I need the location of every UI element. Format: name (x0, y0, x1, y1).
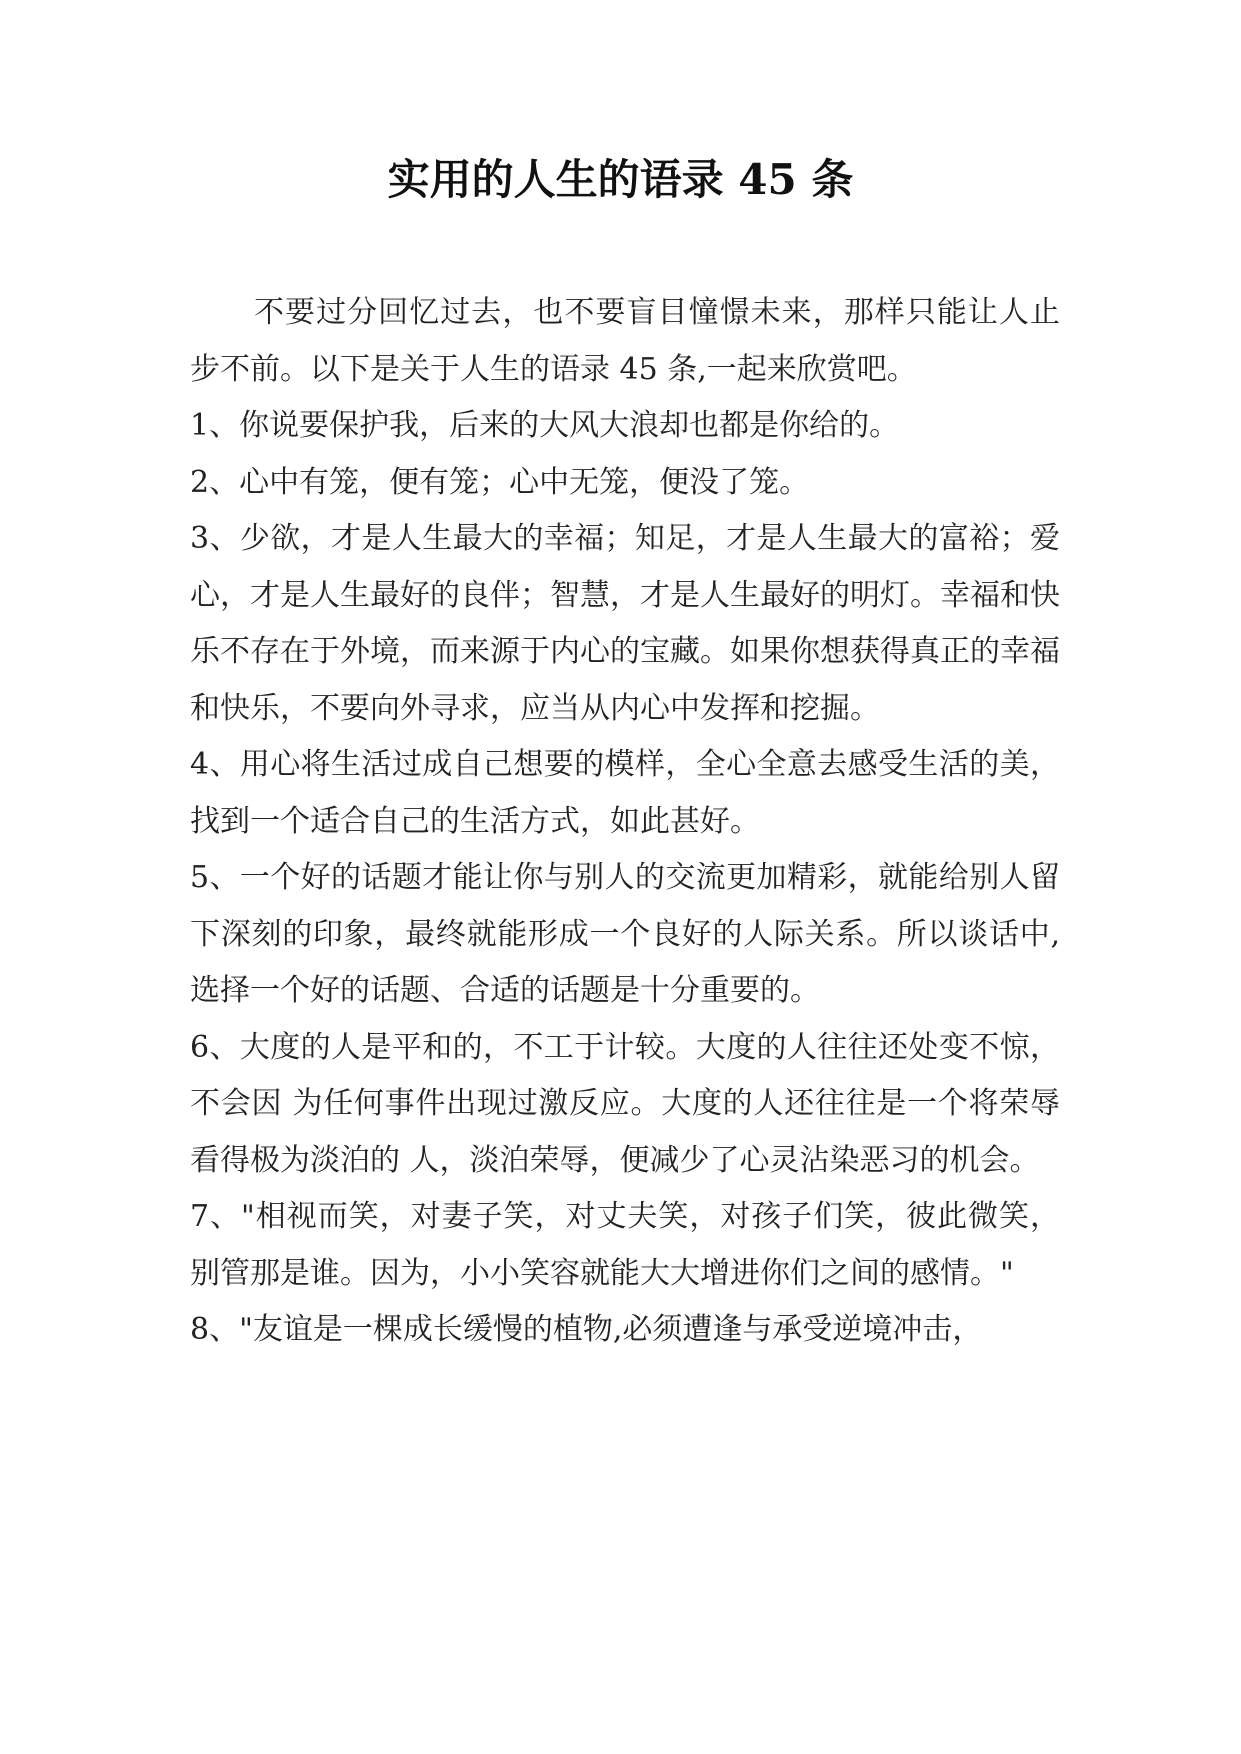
quote-item-7: 7、"相视而笑，对妻子笑，对丈夫笑，对孩子们笑，彼此微笑，别管那是谁。因为，小小笑容就能大大增进你们之间的感情。" (190, 1199, 1060, 1291)
quote-item-2: 2、心中有笼，便有笼；心中无笼，便没了笼。 (190, 464, 810, 500)
document-body (190, 285, 1060, 1359)
quote-item-5: 5、一个好的话题才能让你与别人的交流更加精彩，就能给别人留下深刻的印象，最终就能形成一个良好的人际关系。所以谈话中,选择一个好的话题、合适的话题是十分重要的。 (190, 860, 1060, 1008)
quote-item-6: 6、大度的人是平和的，不工于计较。大度的人往往还处变不惊，不会因 为任何事件出现过激反应。大度的人还往往是一个将荣辱看得极为淡泊的 人，淡泊荣辱，便减少了心灵沾染恶习的机会。 (190, 1029, 1060, 1178)
intro-paragraph: 不要过分回忆过去，也不要盲目憧憬未来，那样只能让人止步不前。以下是关于人生的语录 45 条,一起来欣赏吧。 (190, 295, 1060, 387)
quote-item-3: 3、少欲，才是人生最大的幸福；知足，才是人生最大的富裕；爱心，才是人生最好的良伴；智慧，才是人生最好的明灯。幸福和快乐不存在于外境，而来源于内心的宝藏。如果你想获得真正的幸福和快乐，不要向外寻求，应当从内心中发挥和挖掘。 (190, 521, 1060, 726)
page-title: 实用的人生的语录 45 条 (387, 155, 854, 204)
quote-item-1: 1、你说要保护我，后来的大风大浪却也都是你给的。 (190, 408, 900, 443)
quote-item-8: 8、"友谊是一棵成长缓慢的植物,必须遭逢与承受逆境冲击， (190, 1312, 983, 1347)
quote-item-4: 4、用心将生活过成自己想要的模样，全心全意去感受生活的美，找到一个适合自己的生活方式，如此甚好。 (190, 747, 1060, 839)
